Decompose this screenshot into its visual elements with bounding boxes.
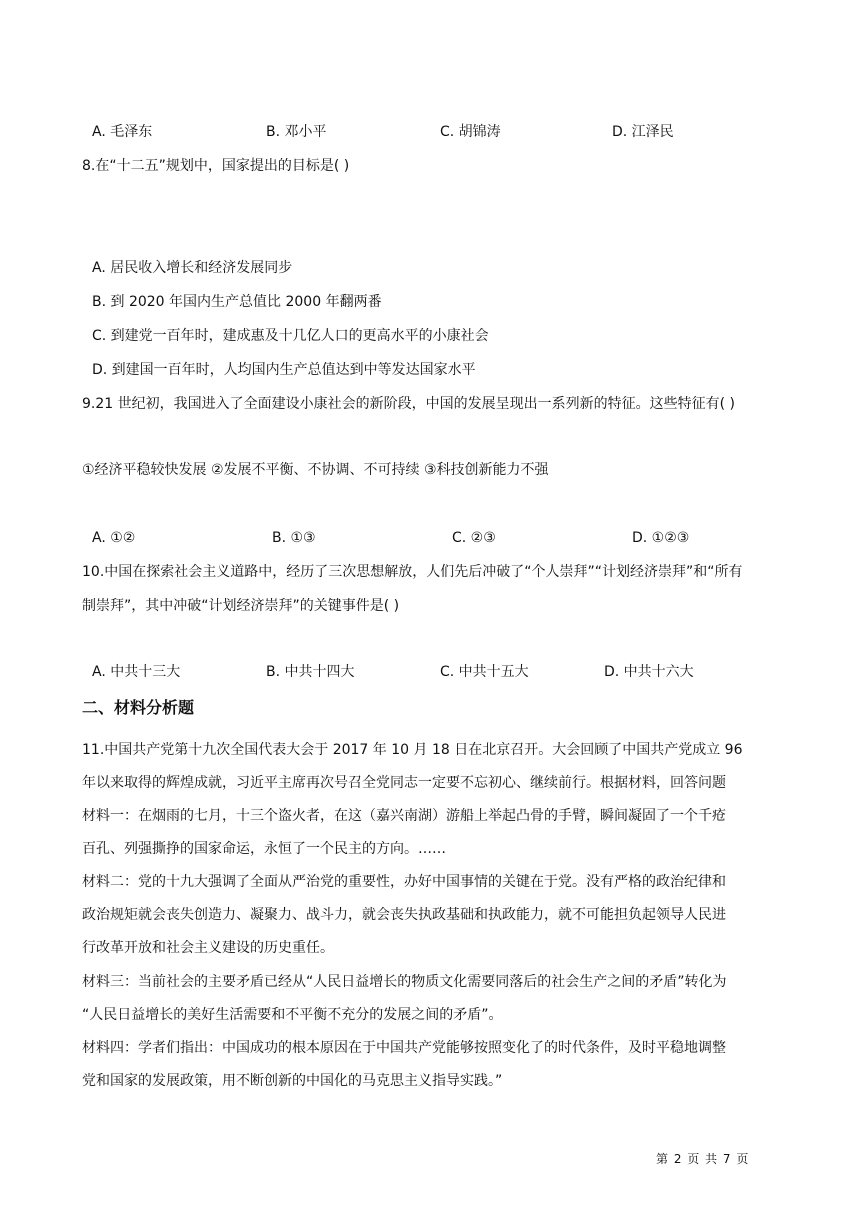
q10-option-c[interactable]: C. 中共十五大: [440, 664, 529, 680]
q11-line: 政治规矩就会丧失创造力、凝聚力、战斗力，就会丧失执政基础和执政能力，就不可能担负起领导人民进: [82, 907, 726, 923]
q7-option-b[interactable]: B. 邓小平: [266, 124, 327, 140]
q9-stem: 9.21 世纪初，我国进入了全面建设小康社会的新阶段，中国的发展呈现出一系列新的特征。这些特征有( ): [82, 396, 735, 412]
page-number: 第 2 页 共 7 页: [656, 1152, 750, 1166]
q11-line: 百孔、列强撕挣的国家命运，永恒了一个民主的方向。……: [82, 841, 446, 857]
q11-line: “人民日益增长的美好生活需要和不平衡不充分的发展之间的矛盾”。: [82, 1007, 503, 1023]
q10-stem-line2: 制崇拜”，其中冲破“计划经济崇拜”的关键事件是( ): [82, 598, 400, 614]
q10-option-b[interactable]: B. 中共十四大: [266, 664, 355, 680]
q10-stem-line1: 10.中国在探索社会主义道路中，经历了三次思想解放，人们先后冲破了“个人崇拜”“计划经济崇拜”和“所有: [82, 564, 743, 580]
q10-option-a[interactable]: A. 中共十三大: [92, 664, 181, 680]
section-heading: 二、材料分析题: [82, 698, 195, 717]
q9-items: ①经济平稳较快发展 ②发展不平衡、不协调、不可持续 ③科技创新能力不强: [82, 462, 549, 478]
q11-line: 行改革开放和社会主义建设的历史重任。: [82, 940, 334, 956]
q11-line: 材料二：党的十九大强调了全面从严治党的重要性，办好中国事情的关键在于党。没有严格的政治纪律和: [82, 874, 726, 890]
q9-option-d[interactable]: D. ①②③: [632, 530, 690, 546]
q7-option-d[interactable]: D. 江泽民: [612, 124, 674, 140]
q8-option-b[interactable]: B. 到 2020 年国内生产总值比 2000 年翻两番: [92, 294, 382, 310]
q11-line: 年以来取得的辉煌成就，习近平主席再次号召全党同志一定要不忘初心、继续前行。根据材料，回答问题: [82, 775, 726, 791]
q8-option-a[interactable]: A. 居民收入增长和经济发展同步: [92, 260, 293, 276]
q8-stem: 8.在“十二五”规划中，国家提出的目标是( ): [82, 158, 350, 174]
q10-option-d[interactable]: D. 中共十六大: [604, 664, 694, 680]
q8-option-c[interactable]: C. 到建党一百年时，建成惠及十几亿人口的更高水平的小康社会: [92, 328, 489, 344]
q11-line: 党和国家的发展政策，用不断创新的中国化的马克思主义指导实践。”: [82, 1073, 503, 1089]
q11-line: 材料一：在烟雨的七月，十三个盗火者，在这（嘉兴南湖）游船上举起凸骨的手臂，瞬间凝固了一个千疮: [82, 808, 726, 824]
q7-option-c[interactable]: C. 胡锦涛: [440, 124, 501, 140]
q11-line: 材料三：当前社会的主要矛盾已经从“人民日益增长的物质文化需要同落后的社会生产之间的矛盾”转化为: [82, 974, 727, 990]
q9-option-a[interactable]: A. ①②: [92, 530, 136, 546]
q11-line: 11.中国共产党第十九次全国代表大会于 2017 年 10 月 18 日在北京召开。大会回顾了中国共产党成立 96: [82, 742, 743, 758]
q9-option-b[interactable]: B. ①③: [272, 530, 316, 546]
q7-option-a[interactable]: A. 毛泽东: [92, 124, 153, 140]
q8-option-d[interactable]: D. 到建国一百年时，人均国内生产总值达到中等发达国家水平: [92, 362, 476, 378]
q11-line: 材料四：学者们指出：中国成功的根本原因在于中国共产党能够按照变化了的时代条件，及时平稳地调整: [82, 1040, 726, 1056]
q9-option-c[interactable]: C. ②③: [452, 530, 496, 546]
